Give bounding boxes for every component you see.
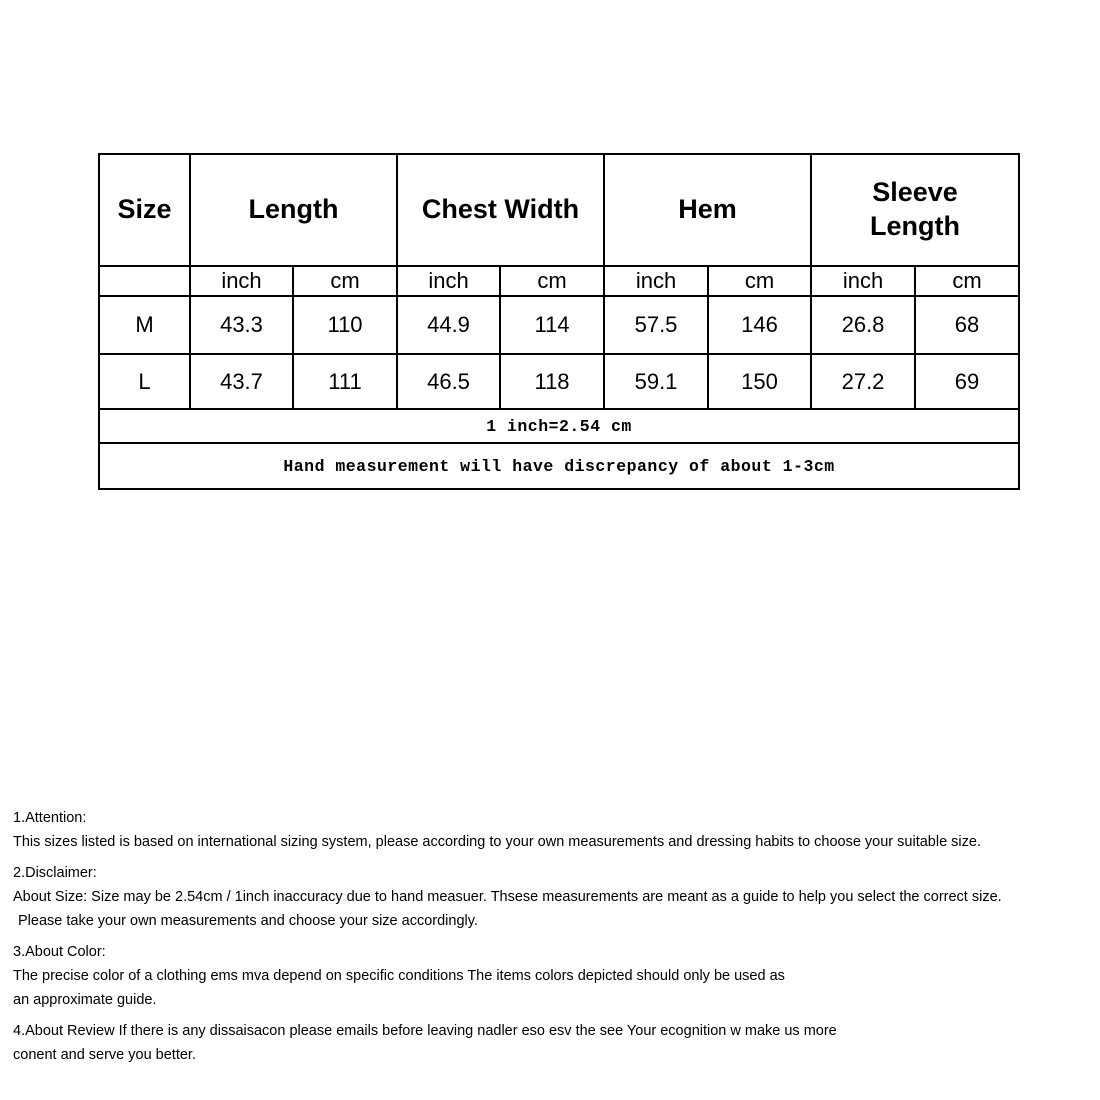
column-header-size: Size	[99, 154, 190, 266]
l-hem-cm: 150	[708, 354, 811, 409]
unit-header-sleeve-inch: inch	[811, 266, 915, 296]
unit-header-length-cm: cm	[293, 266, 397, 296]
l-sleeve-cm: 69	[915, 354, 1019, 409]
note-about-color-text-1: The precise color of a clothing ems mva depend on specific conditions The items colors depicted should only be used as	[13, 968, 785, 984]
column-header-hem: Hem	[604, 154, 811, 266]
size-chart-table	[98, 153, 1020, 490]
unit-header-hem-cm: cm	[708, 266, 811, 296]
note-about-color	[13, 940, 1098, 1012]
note-attention	[13, 806, 1098, 854]
column-header-sleeve-length	[811, 154, 1019, 266]
l-chest-cm: 118	[500, 354, 604, 409]
note-about-color-text-2: an approximate guide.	[13, 992, 157, 1008]
m-hem-cm: 146	[708, 296, 811, 354]
m-length-cm: 110	[293, 296, 397, 354]
m-chest-inch: 44.9	[397, 296, 500, 354]
l-chest-inch: 46.5	[397, 354, 500, 409]
l-length-cm: 111	[293, 354, 397, 409]
size-label-l: L	[99, 354, 190, 409]
unit-header-chest-inch: inch	[397, 266, 500, 296]
l-hem-inch: 59.1	[604, 354, 708, 409]
note-about-review-text-1: 4.About Review If there is any dissaisacon please emails before leaving nadler eso esv the see Your ecognition w make us more	[13, 1023, 837, 1039]
note-attention-title: 1.Attention:	[13, 810, 87, 826]
column-header-length: Length	[190, 154, 397, 266]
l-length-inch: 43.7	[190, 354, 293, 409]
unit-header-empty	[99, 266, 190, 296]
column-header-chest-width: Chest Width	[397, 154, 604, 266]
note-disclaimer	[13, 861, 1098, 933]
size-chart-wrapper	[98, 153, 1020, 490]
table-row-size-l	[99, 354, 1019, 409]
m-length-inch: 43.3	[190, 296, 293, 354]
notes-section	[13, 806, 1098, 1074]
m-sleeve-inch: 26.8	[811, 296, 915, 354]
note-disclaimer-title: 2.Disclaimer:	[13, 865, 97, 881]
note-disclaimer-text-2: Please take your own measurements and choose your size accordingly.	[18, 913, 478, 929]
footnote-inch-conversion: 1 inch=2.54 cm	[99, 409, 1019, 443]
note-about-color-title: 3.About Color:	[13, 944, 106, 960]
size-label-m: M	[99, 296, 190, 354]
footnote-hand-measurement: Hand measurement will have discrepancy of about 1-3cm	[99, 443, 1019, 489]
column-header-sleeve-length-label: Sleeve Length	[870, 177, 960, 241]
m-sleeve-cm: 68	[915, 296, 1019, 354]
m-hem-inch: 57.5	[604, 296, 708, 354]
note-attention-text: This sizes listed is based on international sizing system, please according to your own measurements and dressing habits to choose your suitable size.	[13, 834, 981, 850]
note-about-review	[13, 1019, 1098, 1067]
unit-header-hem-inch: inch	[604, 266, 708, 296]
table-row-size-m	[99, 296, 1019, 354]
m-chest-cm: 114	[500, 296, 604, 354]
unit-header-length-inch: inch	[190, 266, 293, 296]
note-disclaimer-text-1: About Size: Size may be 2.54cm / 1inch inaccuracy due to hand measuer. Thsese measurements are meant as a guide to help you select the correct size.	[13, 889, 1002, 905]
note-about-review-text-2: conent and serve you better.	[13, 1047, 196, 1063]
l-sleeve-inch: 27.2	[811, 354, 915, 409]
unit-header-sleeve-cm: cm	[915, 266, 1019, 296]
unit-header-chest-cm: cm	[500, 266, 604, 296]
